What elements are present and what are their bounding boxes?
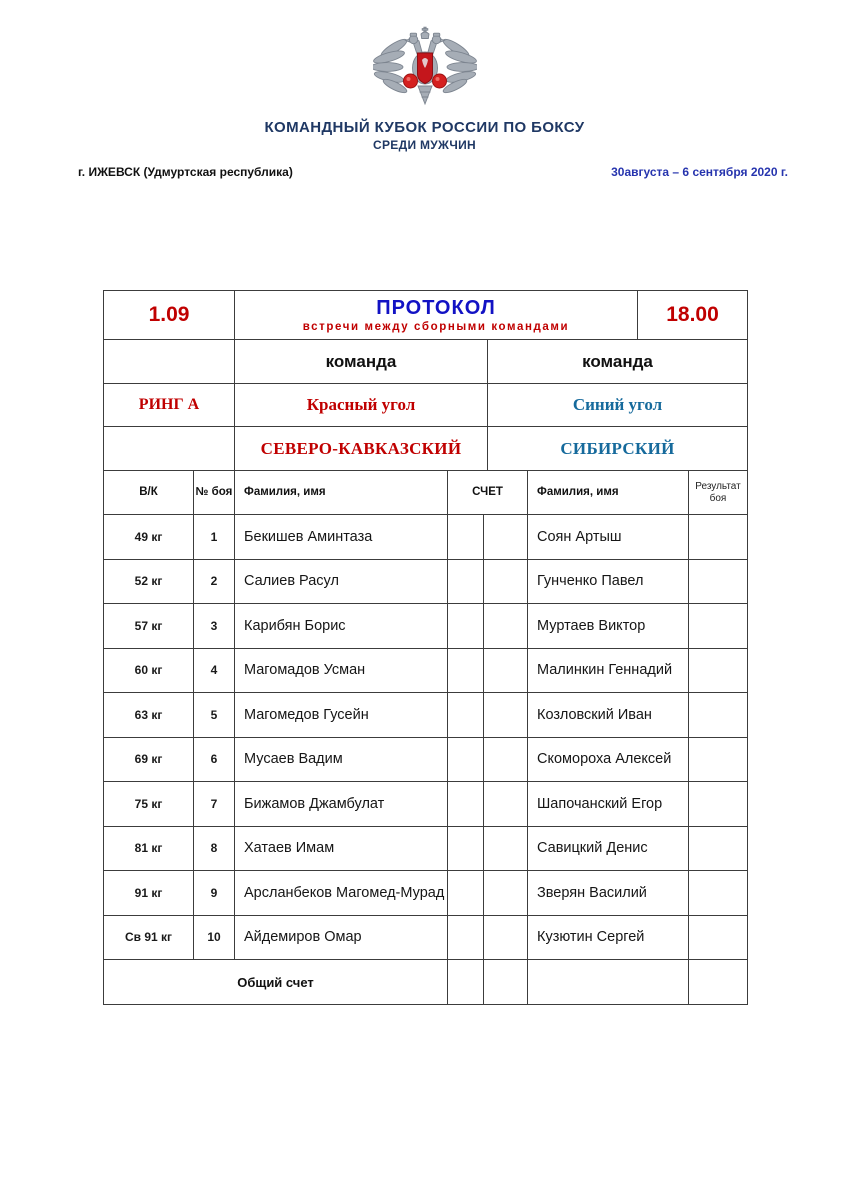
team-name-row (104, 427, 747, 471)
red-boxer-name: Бижамов Джамбулат (235, 782, 448, 826)
empty-cell (104, 427, 235, 470)
col-score: СЧЕТ (448, 471, 528, 514)
red-boxer-name: Карибян Борис (235, 604, 448, 648)
col-name-red: Фамилия, имя (235, 471, 448, 514)
result-cell (689, 738, 747, 782)
red-boxer-name: Бекишев Аминтаза (235, 515, 448, 559)
score-cell-blue (484, 871, 528, 915)
empty-cell (528, 960, 689, 1004)
event-dates: 30августа – 6 сентября 2020 г. (611, 165, 788, 179)
bout-number: 4 (194, 649, 235, 693)
score-cell-red (448, 916, 484, 960)
protocol-title: ПРОТОКОЛ (376, 296, 496, 319)
bout-number: 2 (194, 560, 235, 604)
score-cell-blue (484, 827, 528, 871)
total-score-label: Общий счет (104, 960, 448, 1004)
score-cell-red (448, 649, 484, 693)
protocol-title-row (104, 291, 747, 340)
score-cell-blue (484, 782, 528, 826)
protocol-time: 18.00 (666, 303, 719, 326)
protocol-title-cell (235, 291, 638, 339)
result-cell (689, 693, 747, 737)
page-title: КОМАНДНЫЙ КУБОК РОССИИ ПО БОКСУ (264, 119, 585, 136)
blue-boxer-name: Гунченко Павел (528, 560, 689, 604)
blue-team-name: СИБИРСКИЙ (560, 438, 675, 458)
red-corner-label: Красный угол (235, 384, 488, 426)
score-cell-red (448, 738, 484, 782)
weight-class: 81 кг (104, 827, 194, 871)
col-name-blue: Фамилия, имя (528, 471, 689, 514)
bout-row (104, 604, 747, 649)
score-cell-blue (484, 515, 528, 559)
weight-class: 52 кг (104, 560, 194, 604)
bout-row (104, 871, 747, 916)
result-cell (689, 827, 747, 871)
red-boxer-name: Магомадов Усман (235, 649, 448, 693)
total-score-row (104, 960, 747, 1004)
score-cell-red (448, 871, 484, 915)
score-cell-red (448, 515, 484, 559)
weight-class: 69 кг (104, 738, 194, 782)
protocol-table (103, 290, 748, 1005)
col-bout-no: № боя (194, 471, 235, 514)
score-cell-red (448, 604, 484, 648)
result-cell (689, 649, 747, 693)
empty-cell (104, 340, 235, 383)
bout-row (104, 693, 747, 738)
red-boxer-name: Мусаев Вадим (235, 738, 448, 782)
weight-class: 49 кг (104, 515, 194, 559)
bout-row (104, 827, 747, 872)
col-weight: В/К (104, 471, 194, 514)
blue-boxer-name: Савицкий Денис (528, 827, 689, 871)
score-cell-blue (484, 560, 528, 604)
score-cell-blue (484, 738, 528, 782)
score-cell-red (448, 782, 484, 826)
bout-row (104, 649, 747, 694)
red-boxer-name: Салиев Расул (235, 560, 448, 604)
score-cell-blue (484, 693, 528, 737)
score-cell-red (448, 693, 484, 737)
result-cell (689, 916, 747, 960)
bout-row (104, 916, 747, 961)
weight-class: 60 кг (104, 649, 194, 693)
result-cell (689, 604, 747, 648)
weight-class: Св 91 кг (104, 916, 194, 960)
corner-row (104, 384, 747, 427)
score-cell-blue (484, 604, 528, 648)
double-headed-eagle-icon (373, 26, 477, 112)
weight-class: 63 кг (104, 693, 194, 737)
score-cell-blue (484, 649, 528, 693)
blue-boxer-name: Скомороха Алексей (528, 738, 689, 782)
result-cell (689, 515, 747, 559)
bout-number: 9 (194, 871, 235, 915)
team-label-right: команда (582, 351, 653, 371)
blue-boxer-name: Соян Артыш (528, 515, 689, 559)
red-boxer-name: Арсланбеков Магомед-Мурад (235, 871, 448, 915)
result-cell (689, 871, 747, 915)
federation-emblem (0, 26, 849, 112)
bout-number: 10 (194, 916, 235, 960)
weight-class: 75 кг (104, 782, 194, 826)
blue-boxer-name: Муртаев Виктор (528, 604, 689, 648)
total-score-cell-blue (484, 960, 528, 1004)
bout-number: 5 (194, 693, 235, 737)
event-city: г. ИЖЕВСК (Удмуртская республика) (78, 165, 293, 179)
team-label-left: команда (235, 340, 488, 383)
protocol-date: 1.09 (104, 291, 235, 339)
weight-class: 91 кг (104, 871, 194, 915)
bout-number: 7 (194, 782, 235, 826)
blue-boxer-name: Шапочанский Егор (528, 782, 689, 826)
protocol-subtitle: встречи между сборными командами (302, 320, 570, 333)
score-cell-red (448, 560, 484, 604)
bout-number: 3 (194, 604, 235, 648)
bout-number: 6 (194, 738, 235, 782)
page-subtitle: СРЕДИ МУЖЧИН (373, 138, 476, 152)
column-header-row (104, 471, 747, 515)
score-cell-blue (484, 916, 528, 960)
red-boxer-name: Магомедов Гусейн (235, 693, 448, 737)
blue-boxer-name: Зверян Василий (528, 871, 689, 915)
score-cell-red (448, 827, 484, 871)
blue-boxer-name: Кузютин Сергей (528, 916, 689, 960)
bout-row (104, 515, 747, 560)
result-cell (689, 560, 747, 604)
bout-row (104, 738, 747, 783)
bout-row (104, 782, 747, 827)
bout-number: 1 (194, 515, 235, 559)
empty-result-cell (689, 960, 747, 1004)
result-cell (689, 782, 747, 826)
red-boxer-name: Хатаев Имам (235, 827, 448, 871)
col-result: Результат боя (695, 480, 741, 504)
weight-class: 57 кг (104, 604, 194, 648)
ring-label: РИНГ А (104, 384, 235, 426)
bout-row (104, 560, 747, 605)
blue-boxer-name: Малинкин Геннадий (528, 649, 689, 693)
team-label-row (104, 340, 747, 384)
blue-boxer-name: Козловский Иван (528, 693, 689, 737)
red-boxer-name: Айдемиров Омар (235, 916, 448, 960)
red-team-name: СЕВЕРО-КАВКАЗСКИЙ (235, 427, 488, 470)
meta-row (78, 165, 788, 179)
total-score-cell-red (448, 960, 484, 1004)
bout-number: 8 (194, 827, 235, 871)
blue-corner-label: Синий угол (572, 395, 663, 414)
